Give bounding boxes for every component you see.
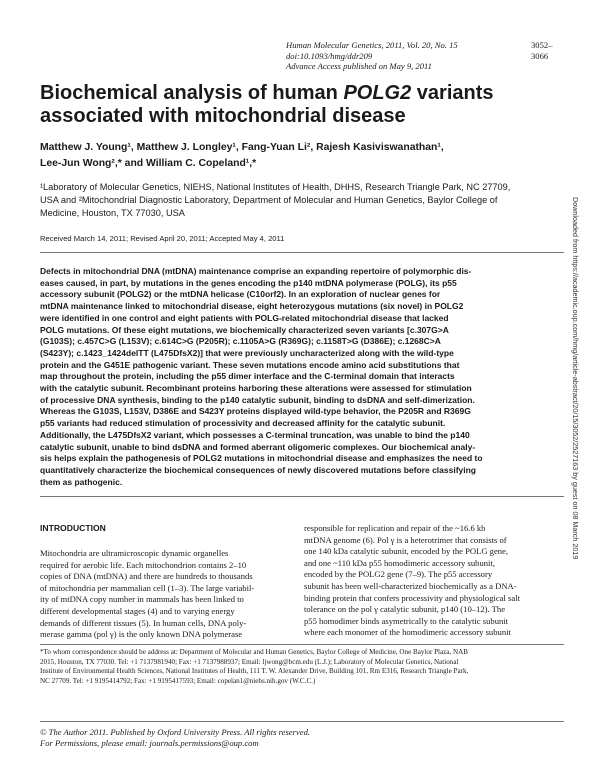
body-line: responsible for replication and repair of the ~16.6 kb bbox=[304, 523, 486, 533]
abstract bbox=[40, 266, 562, 488]
body-line: merase gamma (pol γ) is the only known DNA polymerase bbox=[40, 629, 243, 640]
copyright-notice bbox=[40, 727, 560, 749]
authors-line2: Lee-Jun Wong²,* and William C. Copeland¹,* bbox=[40, 158, 257, 169]
abstract-line: accessory subunit (POLG2) or the mtDNA helicase (C10orf2). In an exploration of nuclear genes for bbox=[40, 289, 441, 300]
abstract-line: p55 variants had reduced stimulation of processivity and decreased affinity for the catalytic subunit. bbox=[40, 418, 446, 429]
divider bbox=[40, 721, 564, 722]
abstract-line: catalytic subunit, unable to bind dsDNA and formed aberrant oligomeric complexes. Our biochemical analy- bbox=[40, 441, 476, 452]
body-line: demands of different tissues (5). In human cells, DNA poly- bbox=[40, 617, 247, 628]
permissions-line: For Permissions, please email: journals.permissions@oup.com bbox=[40, 738, 259, 748]
body-line: binding protein that confers processivity and physiological salt bbox=[304, 592, 520, 603]
section-heading-introduction: INTRODUCTION bbox=[40, 523, 106, 533]
affiliations bbox=[40, 181, 550, 219]
abstract-line: map throughout the protein, including the p55 dimer interface and the C-terminal domain that interacts bbox=[40, 371, 455, 382]
download-watermark: Downloaded from https://academic.oup.com/hmg/article-abstract/20/15/3052/2527163 by guest on 08 March 2019 bbox=[571, 197, 580, 560]
title-line1-post: variants bbox=[411, 82, 494, 104]
divider bbox=[40, 496, 564, 497]
correspondence-footnote bbox=[40, 648, 563, 686]
abstract-line: were identified in one control and eight patients with POLG-related mitochondrial disease that lacked bbox=[40, 312, 449, 323]
body-line: mtDNA genome (6). Pol γ is a heterotrimer that consists of bbox=[304, 534, 507, 545]
footnote-line: Institute of Environmental Health Sciences, National Institutes of Health, 111 T. W. Alexander Drive, Building 101, Rm E316, Research Triangle Park, bbox=[40, 667, 469, 676]
affiliation-line: Medicine, Houston, TX 77030, USA bbox=[40, 207, 185, 218]
body-line: one 140 kDa catalytic subunit, encoded by the POLG gene, bbox=[304, 546, 509, 557]
body-line: subunit has been well-characterized biochemically as a DNA- bbox=[304, 580, 517, 591]
body-line: tolerance on the pol γ catalytic subunit, p140 (10–12). The bbox=[304, 604, 506, 615]
body-line: required for aerobic life. Each mitochondrion contains 2–10 bbox=[40, 559, 247, 570]
received-dates: Received March 14, 2011; Revised April 20, 2011; Accepted May 4, 2011 bbox=[40, 234, 285, 243]
affiliation-line: ¹Laboratory of Molecular Genetics, NIEHS, National Institutes of Health, DHHS, Research Triangle Park, NC 27709, bbox=[40, 182, 511, 192]
abstract-line: of processive DNA synthesis, binding to the p140 catalytic subunit, binding to dsDNA and self-dimerization. bbox=[40, 394, 475, 405]
abstract-line: mtDNA maintenance linked to mitochondrial disease, eight heterozygous mutations (six novel) in POLG2 bbox=[40, 301, 464, 312]
abstract-line: POLG mutations. Of these eight mutations, we biochemically characterized seven variants [c.307G>A bbox=[40, 324, 449, 335]
journal-header bbox=[286, 40, 566, 72]
body-line: of mitochondria per mammalian cell (1–3). The large variabil- bbox=[40, 582, 255, 593]
abstract-line: protein and the G451E pathogenic variant. These seven mutations encode amino acid substitutions that bbox=[40, 359, 460, 370]
abstract-line: quantitatively characterize the biochemical consequences of newly discovered mutations before classifying bbox=[40, 464, 476, 475]
body-column-left bbox=[40, 548, 280, 641]
advance-access: Advance Access published on May 9, 2011 bbox=[286, 61, 432, 72]
body-line: copies of DNA (mtDNA) and there are hundreds to thousands bbox=[40, 571, 253, 582]
body-line: Mitochondria are ultramicroscopic dynamic organelles bbox=[40, 548, 229, 558]
body-line: and one ~110 kDa p55 homodimeric accessory subunit, bbox=[304, 557, 495, 568]
affiliation-line: USA and ²Mitochondrial Diagnostic Laboratory, Department of Molecular and Human Genetics, Baylor College of bbox=[40, 194, 498, 205]
journal-citation: Human Molecular Genetics, 2011, Vol. 20, No. 15 bbox=[286, 40, 458, 50]
copyright-line: © The Author 2011. Published by Oxford University Press. All rights reserved. bbox=[40, 727, 311, 737]
body-column-right bbox=[304, 523, 562, 639]
article-title bbox=[40, 82, 550, 128]
abstract-line: sis helps explain the pathogenesis of POLG2 mutations in mitochondrial disease and emphasizes the need to bbox=[40, 453, 483, 464]
abstract-line: Additionally, the L475DfsX2 variant, which possesses a C-terminal truncation, was unable to bind the p140 bbox=[40, 429, 470, 440]
abstract-line: Whereas the G103S, L153V, D386E and S423Y proteins displayed wild-type behavior, the P205R and R369G bbox=[40, 406, 471, 417]
authors-line1: Matthew J. Young¹, Matthew J. Longley¹, Fang-Yuan Li², Rajesh Kasiviswanathan¹, bbox=[40, 142, 444, 153]
body-line: where each monomer of the homodimeric accessory subunit bbox=[304, 627, 511, 638]
body-line: p55 homodimer binds asymetrically to the catalytic subunit bbox=[304, 615, 509, 626]
abstract-line: Defects in mitochondrial DNA (mtDNA) maintenance comprise an expanding repertoire of polymorphic dis- bbox=[40, 266, 472, 276]
abstract-line: (S423Y); c.1423_1424delTT (L475DfsX2)] that were previously uncharacterized along with the wild-type bbox=[40, 347, 454, 358]
body-line: encoded by the POLG2 gene (7–9). The p55 accessory bbox=[304, 569, 493, 580]
page-range: 3052–3066 bbox=[531, 40, 553, 61]
doi-link[interactable]: doi:10.1093/hmg/ddr209 bbox=[286, 50, 373, 61]
footnote-divider bbox=[40, 644, 564, 645]
divider bbox=[40, 252, 564, 253]
abstract-line: them as pathogenic. bbox=[40, 476, 123, 487]
footnote-line: *To whom correspondence should be address at: Department of Molecular and Human Genetics, Baylor College of Medicine, One Baylor Plaza, NAB bbox=[40, 648, 468, 656]
title-line2: associated with mitochondrial disease bbox=[40, 105, 406, 127]
abstract-line: eases caused, in part, by mutations in the genes encoding the p140 mtDNA polymerase (POLG), its p55 bbox=[40, 277, 457, 288]
abstract-line: (G103S); c.457C>G (L153V); c.614C>G (P205R); c.1105A>G (R369G); c.1158T>G (D386E); c.1268C>A bbox=[40, 336, 441, 347]
title-gene: POLG2 bbox=[343, 82, 412, 104]
footnote-line: 2015, Houston, TX 77030. Tel: +1 7137981940; Fax: +1 7137988937; Email: ljwong@bcm.edu (L.J.); Laboratory of Molecular Genetics, National bbox=[40, 657, 459, 666]
abstract-line: with the catalytic subunit. Recombinant proteins harboring these alterations were assessed for stimulation bbox=[40, 383, 472, 394]
body-line: ity of mtDNA copy number in mammals has been linked to bbox=[40, 594, 244, 605]
author-list bbox=[40, 140, 560, 172]
footnote-line: NC 27709. Tel: +1 9195414792; Fax: +1 9195417593; Email: copelan1@niehs.nih.gov (W.C.C.) bbox=[40, 676, 316, 685]
body-line: different developmental stages (4) and to varying energy bbox=[40, 605, 235, 616]
title-line1-pre: Biochemical analysis of human bbox=[40, 82, 344, 104]
